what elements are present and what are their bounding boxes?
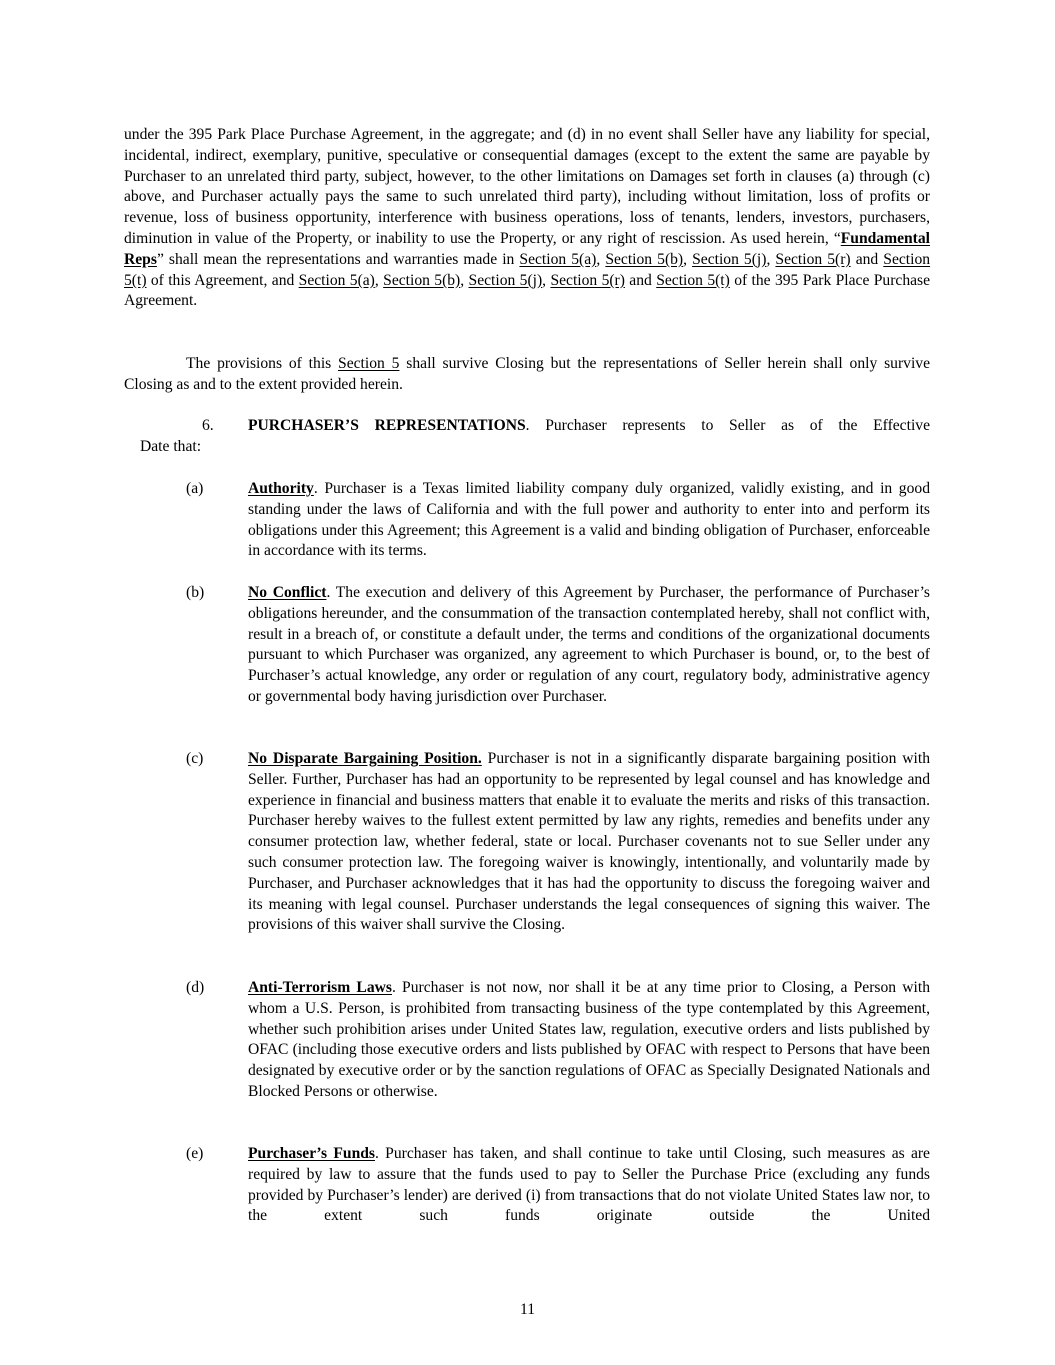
separator: , — [766, 250, 776, 268]
item-text: . The execution and delivery of this Agreement by Purchaser, the performance of Purchaser’s obligations hereunder, and the consummation of the transaction contemplated hereby, shall not conflict with, result in a breach of, or constitute a default under, the terms and conditions of the organizational documents pursuant to which Purchaser was organized, any agreement to which Purchaser is bound, or, to the best of Purchaser’s actual knowledge, any order or regulation of any court, regulatory body, administrative agency or governmental body having jurisdiction over Purchaser. — [248, 584, 930, 705]
section-number: 6. — [202, 417, 214, 434]
defined-term-fundamental-reps: Fundamental Reps — [124, 229, 930, 268]
paragraph-text: under the 395 Park Place Purchase Agreement, in the aggregate; and (d) in no event shall Seller have any liability for special, incidental, indirect, exemplary, punitive, speculative or consequential damages (except to the extent the same are payable by Purchaser to an unrelated third party, subject, however, to the other limitations on Damages set forth in clauses (a) through (c) above, and Purchaser actually pays the same to such unrelated third party), including without limitation, loss of profits or revenue, loss of business opportunity, interference with business operations, loss of tenants, lenders, investors, purchasers, diminution in value of the Property, or inability to use the Property, or any right of rescission. As used herein, “ — [124, 126, 930, 247]
section-reference: Section 5(j) — [468, 271, 543, 289]
paragraph-survival — [124, 354, 930, 396]
separator: , — [683, 250, 693, 268]
page-number: 11 — [519, 1301, 535, 1318]
section-reference: Section 5(a) — [298, 271, 375, 289]
separator: , — [460, 271, 469, 289]
item-label: (b) — [186, 584, 205, 601]
item-label: (d) — [186, 979, 205, 996]
paragraph-text: shall survive Closing but the representations of Seller herein shall only survive Closing as and to the extent provided herein. — [124, 355, 930, 393]
rep-item-purchasers-funds — [124, 1144, 930, 1227]
section-reference: Section 5(t) — [656, 271, 730, 289]
section-reference: Section 5(a) — [519, 250, 597, 268]
item-heading: Purchaser’s Funds — [248, 1145, 375, 1162]
section-reference: Section 5(j) — [692, 250, 767, 268]
section-intro-text: . Purchaser represents to Seller as of the Effective — [525, 417, 930, 434]
separator: , — [542, 271, 551, 289]
item-body — [248, 1144, 930, 1227]
paragraph-text: of this Agreement, and — [146, 271, 299, 289]
paragraph-text: of the 395 Park Place Purchase Agreement. — [124, 271, 931, 310]
item-heading: Authority — [248, 480, 314, 497]
separator: , — [374, 271, 384, 289]
item-heading: No Conflict — [248, 584, 327, 601]
rep-item-no-disparate-bargaining — [124, 749, 930, 936]
item-text: . Purchaser has taken, and shall continue to take until Closing, such measures as are required by law to assure that the funds used to pay to Seller the Purchase Price (excluding any funds provided by Purchaser’s lender) are derived (i) from transactions that do not violate United States law nor, to the extent such funds originate outside the United — [248, 1145, 930, 1225]
section-reference: Section 5(b) — [383, 271, 461, 289]
item-heading: Anti-Terrorism Laws — [248, 979, 392, 996]
item-body — [248, 583, 930, 708]
item-heading: No Disparate Bargaining Position. — [248, 750, 482, 767]
item-body — [248, 479, 930, 562]
item-body — [248, 749, 930, 936]
section-reference: Section 5(r) — [775, 250, 851, 268]
item-text: Purchaser is not in a significantly disparate bargaining position with Seller. Further, Purchaser has had an opportunity to be represented by legal counsel and has knowledge and experience in financial and business matters that enable it to evaluate the merits and risks of this transaction. Purchaser hereby waives to the fullest extent permitted by law any rights, remedies and benefits under any consumer protection law, whether federal, state or local. Purchaser covenants not to sue Seller under any such consumer protection law. The foregoing waiver is knowingly, intentionally, and voluntarily made by Purchaser, and Purchaser acknowledges that it has had the opportunity to discuss the foregoing waiver and its meaning with legal counsel. Purchaser understands the legal consequences of signing this waiver. The provisions of this waiver shall survive the Closing. — [248, 750, 930, 934]
item-body — [248, 978, 930, 1103]
paragraph-text: ” shall mean the representations and warranties made in — [156, 250, 520, 268]
rep-item-no-conflict — [124, 583, 930, 708]
item-label: (a) — [186, 480, 204, 497]
section-reference: Section 5 — [338, 355, 400, 372]
separator: and — [850, 250, 884, 268]
section-6-heading — [124, 416, 930, 458]
section-reference: Section 5(r) — [550, 271, 625, 289]
item-text: . Purchaser is not now, nor shall it be at any time prior to Closing, a Person with whom a U.S. Person, is prohibited from transacting business of the type contemplated by this Agreement, whether such prohibition arises under United States law, regulation, executive orders and lists published by OFAC (including those executive orders and lists published by OFAC with respect to Persons that have been designated by executive order or by the sanction regulations of OFAC as Specially Designated Nationals and Blocked Persons or otherwise. — [248, 979, 930, 1100]
separator: and — [624, 271, 657, 289]
rep-item-authority — [124, 479, 930, 562]
separator: , — [596, 250, 606, 268]
section-reference: Section 5(b) — [605, 250, 684, 268]
section-reference: Section 5(t) — [124, 250, 931, 289]
paragraph-text: The provisions of this — [186, 355, 339, 372]
item-label: (c) — [186, 750, 204, 767]
item-text: . Purchaser is a Texas limited liability company duly organized, validly existing, and in good standing under the laws of California and with the full power and authority to enter into and perform its obligations under this Agreement; this Agreement is a valid and binding obligation of Purchaser, enforceable in accordance with its terms. — [248, 480, 930, 560]
section-intro-continuation: Date that: — [140, 437, 202, 455]
item-label: (e) — [186, 1145, 204, 1162]
rep-item-anti-terrorism — [124, 978, 930, 1103]
section-title: PURCHASER’S REPRESENTATIONS — [248, 417, 526, 434]
paragraph-limitations — [124, 125, 930, 312]
